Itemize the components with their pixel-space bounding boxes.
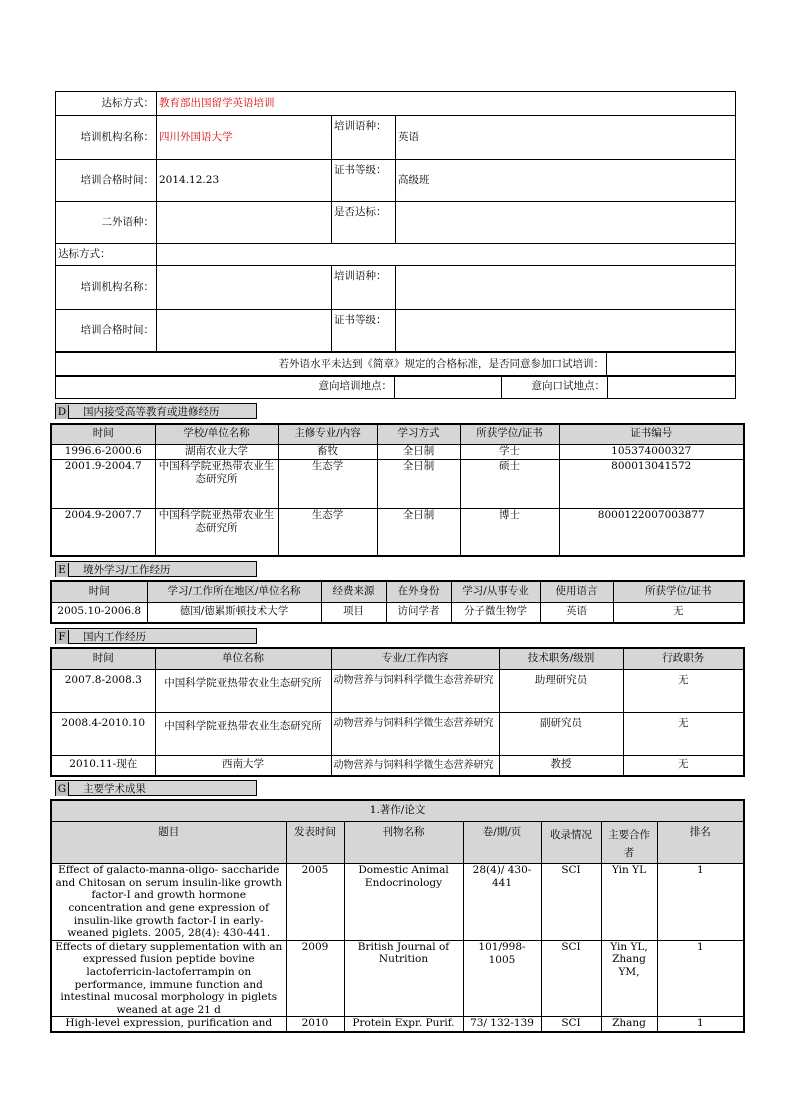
work-cell-time: 2007.8-2008.3 xyxy=(51,669,155,712)
edu-header-row xyxy=(51,424,744,444)
pubs-header: 卷/期/页 xyxy=(463,821,541,864)
abroad-experience-table xyxy=(50,580,745,624)
table-row xyxy=(51,459,744,508)
pub-cell-title: High-level expression, purification and xyxy=(51,1017,286,1032)
intended-exam-place-value xyxy=(608,376,736,399)
pub-cell-year: 2005 xyxy=(286,864,344,941)
pub-cell-index: SCI xyxy=(541,1017,601,1032)
work-cell-admin: 无 xyxy=(623,712,744,755)
work-cell-content: 动物营养与饲料科学微生态营养研究 xyxy=(331,712,499,755)
edu-cell-degree: 博士 xyxy=(460,508,559,556)
pubs-group-title: 1.著作/论文 xyxy=(51,800,744,821)
work-cell-time: 2008.4-2010.10 xyxy=(51,712,155,755)
edu-cell-major: 畜牧 xyxy=(278,444,377,459)
edu-header: 所获学位/证书 xyxy=(460,424,559,444)
edu-cell-major: 生态学 xyxy=(278,459,377,508)
edu-cell-cert-no: 800013041572 xyxy=(559,459,744,508)
training-org-2-label: 培训机构名称： xyxy=(56,266,157,310)
cert-level-2-value xyxy=(396,310,736,352)
work-header: 专业/工作内容 xyxy=(331,648,499,669)
edu-header: 主修专业/内容 xyxy=(278,424,377,444)
edu-cell-major: 生态学 xyxy=(278,508,377,556)
reached-value xyxy=(396,202,736,244)
edu-cell-mode: 全日制 xyxy=(377,459,460,508)
intended-exam-place-label: 意向口试地点： xyxy=(502,376,608,399)
standard-method-2-label: 达标方式： xyxy=(56,244,157,266)
training-org-2-value xyxy=(157,266,332,310)
abroad-header: 在外身份 xyxy=(386,581,451,602)
intended-place-table xyxy=(55,375,736,399)
language-training-table xyxy=(55,91,736,352)
pubs-header: 主要合作者 xyxy=(601,821,657,864)
pub-cell-journal: British Journal of Nutrition xyxy=(344,940,463,1017)
abroad-header: 学习/工作所在地区/单位名称 xyxy=(147,581,321,602)
work-header: 时间 xyxy=(51,648,155,669)
work-cell-unit: 中国科学院亚热带农业生态研究所 xyxy=(155,712,331,755)
work-cell-title: 助理研究员 xyxy=(499,669,623,712)
section-f-letter: F xyxy=(56,630,69,644)
abroad-cell-identity: 访问学者 xyxy=(386,602,451,623)
pass-date-value: 2014.12.23 xyxy=(157,160,332,202)
reached-label: 是否达标： xyxy=(332,202,396,244)
training-lang-label: 培训语种： xyxy=(332,116,396,160)
pubs-header: 题目 xyxy=(51,821,286,864)
abroad-cell-funding: 项目 xyxy=(321,602,386,623)
training-org-label: 培训机构名称： xyxy=(56,116,157,160)
work-cell-admin: 无 xyxy=(623,755,744,776)
table-row xyxy=(51,940,744,1017)
work-cell-admin: 无 xyxy=(623,669,744,712)
pubs-group-row xyxy=(51,800,744,821)
edu-cell-school: 湖南农业大学 xyxy=(155,444,278,459)
section-e-letter: E xyxy=(56,563,69,577)
work-cell-unit: 中国科学院亚热带农业生态研究所 xyxy=(155,669,331,712)
pub-cell-coauthors: Yin YL xyxy=(601,864,657,941)
section-d-title: 国内接受高等教育或进修经历 xyxy=(83,406,220,418)
table-row xyxy=(51,444,744,459)
work-header: 技术职务/级别 xyxy=(499,648,623,669)
abroad-cell-major: 分子微生物学 xyxy=(451,602,540,623)
edu-cell-time: 2001.9-2004.7 xyxy=(51,459,155,508)
pub-cell-coauthors: Zhang xyxy=(601,1017,657,1032)
abroad-header: 学习/从事专业 xyxy=(451,581,540,602)
domestic-work-table xyxy=(50,647,745,777)
section-f-title: 国内工作经历 xyxy=(83,631,146,643)
pubs-header: 排名 xyxy=(657,821,744,864)
work-header-row xyxy=(51,648,744,669)
oral-exam-question: 若外语水平未达到《简章》规定的合格标准，是否同意参加口试培训： xyxy=(56,353,607,377)
section-g-title: 主要学术成果 xyxy=(83,783,146,795)
pub-cell-journal: Domestic Animal Endocrinology xyxy=(344,864,463,941)
cert-level-label: 证书等级： xyxy=(332,160,396,202)
pub-cell-volume: 101/998-1005 xyxy=(463,940,541,1017)
abroad-header: 时间 xyxy=(51,581,147,602)
table-row xyxy=(51,508,744,556)
pub-cell-title: Effect of galacto-manna-oligo- saccharide and Chitosan on serum insulin-like growth factor-I and growth hormone concentration and gene expression of insulin-like growth factor-I in early-weaned piglets. 2005, 28(4): 430-441. xyxy=(51,864,286,941)
pub-cell-volume: 28(4)/ 430-441 xyxy=(463,864,541,941)
work-header: 单位名称 xyxy=(155,648,331,669)
pub-cell-index: SCI xyxy=(541,940,601,1017)
pub-cell-coauthors: Yin YL, Zhang YM, xyxy=(601,940,657,1017)
standard-method-2-value xyxy=(157,244,736,266)
training-lang-value: 英语 xyxy=(396,116,736,160)
section-e-title: 境外学习/工作经历 xyxy=(83,564,171,576)
pub-cell-year: 2009 xyxy=(286,940,344,1017)
table-row xyxy=(51,602,744,623)
oral-exam-answer xyxy=(607,353,736,377)
cert-level-value: 高级班 xyxy=(396,160,736,202)
pub-cell-volume: 73/ 132-139 xyxy=(463,1017,541,1032)
section-g-header xyxy=(55,780,257,796)
pub-cell-year: 2010 xyxy=(286,1017,344,1032)
abroad-header: 所获学位/证书 xyxy=(613,581,744,602)
second-lang-value xyxy=(157,202,332,244)
section-d-header xyxy=(55,403,257,419)
pubs-header: 刊物名称 xyxy=(344,821,463,864)
intended-training-place-label: 意向培训地点： xyxy=(56,376,395,399)
table-row xyxy=(51,755,744,776)
section-e-header xyxy=(55,561,257,577)
work-header: 行政职务 xyxy=(623,648,744,669)
edu-cell-degree: 硕士 xyxy=(460,459,559,508)
pubs-header: 发表时间 xyxy=(286,821,344,864)
edu-cell-time: 2004.9-2007.7 xyxy=(51,508,155,556)
edu-cell-school: 中国科学院亚热带农业生态研究所 xyxy=(155,508,278,556)
work-cell-content: 动物营养与饲料科学微生态营养研究 xyxy=(331,755,499,776)
edu-header: 学习方式 xyxy=(377,424,460,444)
edu-cell-mode: 全日制 xyxy=(377,444,460,459)
abroad-header: 经费来源 xyxy=(321,581,386,602)
standard-method-label: 达标方式： xyxy=(56,92,157,116)
domestic-education-table xyxy=(50,423,745,557)
pass-date-label: 培训合格时间： xyxy=(56,160,157,202)
section-d-letter: D xyxy=(56,405,69,419)
edu-cell-school: 中国科学院亚热带农业生态研究所 xyxy=(155,459,278,508)
pub-cell-index: SCI xyxy=(541,864,601,941)
oral-exam-table xyxy=(55,352,736,377)
edu-header: 时间 xyxy=(51,424,155,444)
work-cell-time: 2010.11-现在 xyxy=(51,755,155,776)
pass-date-2-label: 培训合格时间： xyxy=(56,310,157,352)
edu-cell-degree: 学士 xyxy=(460,444,559,459)
standard-method-value: 教育部出国留学英语培训 xyxy=(157,92,736,116)
edu-cell-mode: 全日制 xyxy=(377,508,460,556)
second-lang-label: 二外语种： xyxy=(56,202,157,244)
abroad-header: 使用语言 xyxy=(540,581,613,602)
pass-date-2-value xyxy=(157,310,332,352)
work-cell-unit: 西南大学 xyxy=(155,755,331,776)
work-cell-title: 教授 xyxy=(499,755,623,776)
abroad-cell-place: 德国/德累斯顿技术大学 xyxy=(147,602,321,623)
cert-level-2-label: 证书等级： xyxy=(332,310,396,352)
pubs-header: 收录情况 xyxy=(541,821,601,864)
pub-cell-title: Effects of dietary supplementation with an expressed fusion peptide bovine lactoferricin-lactoferrampin on performance, immune function and intestinal mucosal morphology in piglets weaned at age 21 d xyxy=(51,940,286,1017)
table-row xyxy=(51,712,744,755)
training-lang-2-value xyxy=(396,266,736,310)
edu-header: 证书编号 xyxy=(559,424,744,444)
table-row xyxy=(51,669,744,712)
edu-header: 学校/单位名称 xyxy=(155,424,278,444)
work-cell-content: 动物营养与饲料科学微生态营养研究 xyxy=(331,669,499,712)
pub-cell-journal: Protein Expr. Purif. xyxy=(344,1017,463,1032)
section-f-header xyxy=(55,628,257,644)
abroad-cell-time: 2005.10-2006.8 xyxy=(51,602,147,623)
abroad-cell-language: 英语 xyxy=(540,602,613,623)
publications-table xyxy=(50,799,745,1033)
pub-cell-rank: 1 xyxy=(657,864,744,941)
section-g-letter: G xyxy=(56,782,69,796)
edu-cell-cert-no: 8000122007003877 xyxy=(559,508,744,556)
training-org-value: 四川外国语大学 xyxy=(157,116,332,160)
table-row xyxy=(51,1017,744,1032)
pub-cell-rank: 1 xyxy=(657,940,744,1017)
pub-cell-rank: 1 xyxy=(657,1017,744,1032)
pubs-header-row xyxy=(51,821,744,864)
abroad-cell-degree: 无 xyxy=(613,602,744,623)
abroad-header-row xyxy=(51,581,744,602)
edu-cell-cert-no: 105374000327 xyxy=(559,444,744,459)
edu-cell-time: 1996.6-2000.6 xyxy=(51,444,155,459)
training-lang-2-label: 培训语种： xyxy=(332,266,396,310)
intended-training-place-value xyxy=(395,376,502,399)
work-cell-title: 副研究员 xyxy=(499,712,623,755)
table-row xyxy=(51,864,744,941)
